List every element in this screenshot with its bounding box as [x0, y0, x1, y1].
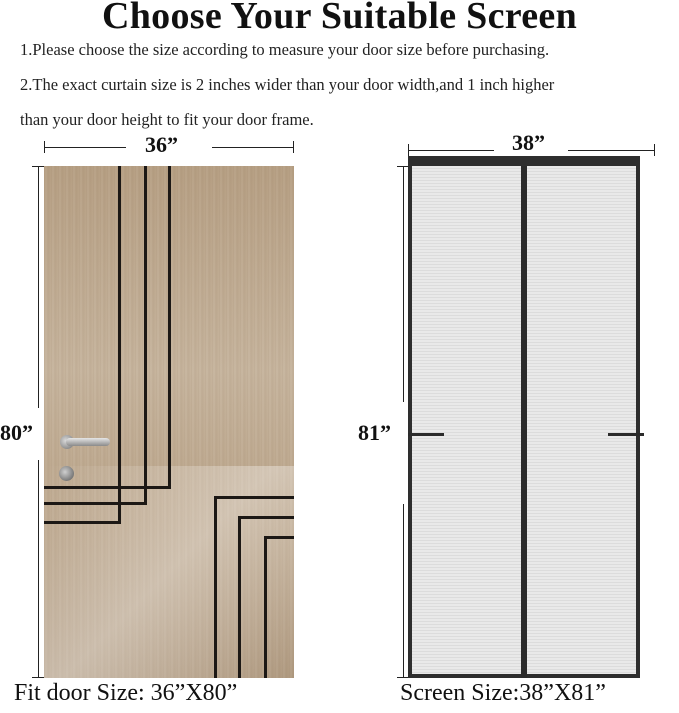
door-size-caption: Fit door Size: 36”X80” — [14, 680, 238, 706]
door-width-label: 36” — [145, 132, 178, 157]
screen-height-label: 81” — [358, 420, 391, 445]
screen-size-caption: Screen Size:38”X81” — [400, 680, 606, 706]
page-title: Choose Your Suitable Screen — [101, 0, 578, 37]
screen-center-seam — [521, 166, 527, 678]
instruction-line-1: 1.Please choose the size according to measure your door size before purchasing. — [20, 40, 550, 59]
screen-width-label: 38” — [512, 130, 545, 155]
door-height-label: 80” — [0, 420, 33, 445]
keyhole-icon — [59, 466, 74, 481]
door-lever — [66, 438, 110, 446]
door-image — [44, 166, 294, 678]
screen-left-strap — [408, 433, 444, 436]
instruction-line-2: 2.The exact curtain size is 2 inches wider than your door width,and 1 inch higher — [20, 75, 555, 94]
instruction-line-3: than your door height to fit your door frame. — [20, 110, 314, 129]
screen-right-strap — [608, 433, 644, 436]
